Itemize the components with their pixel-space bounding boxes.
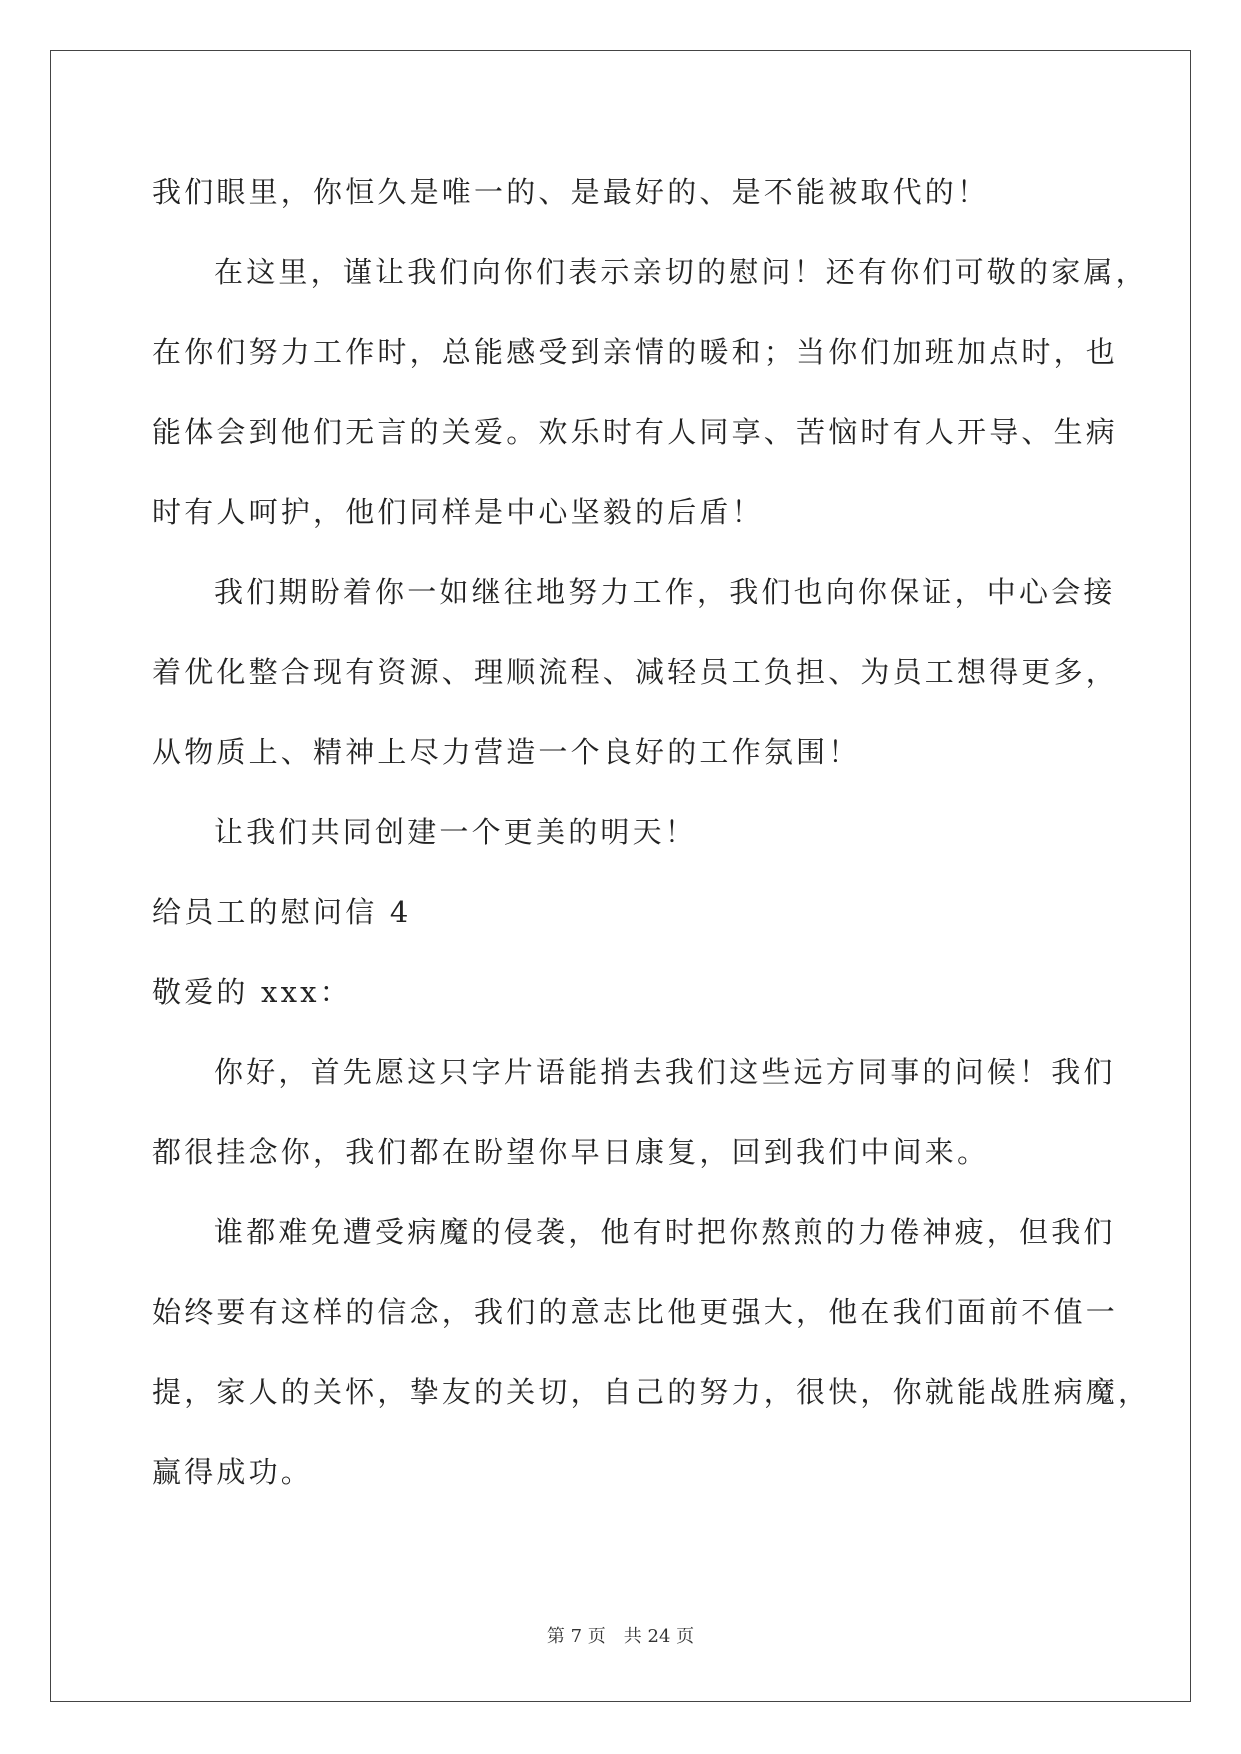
page-number: 第 7 页 [546, 1626, 606, 1647]
text-line: 从物质上、精神上尽力营造一个良好的工作氛围！ [152, 735, 861, 769]
page-footer [0, 1622, 1241, 1648]
text-line: 谁都难免遭受病魔的侵袭，他有时把你熬煎的力倦神疲，但我们 [214, 1215, 1116, 1249]
text-line: 提，家人的关怀，挚友的关切，自己的努力，很快，你就能战胜病魔， [152, 1375, 1151, 1409]
section-heading: 给员工的慰问信 4 [152, 895, 412, 929]
text-line: 赢得成功。 [152, 1455, 314, 1489]
text-line: 你好，首先愿这只字片语能捎去我们这些远方同事的问候！我们 [214, 1055, 1116, 1089]
salutation: 敬爱的 xxx： [152, 975, 352, 1009]
text-line: 着优化整合现有资源、理顺流程、减轻员工负担、为员工想得更多， [152, 655, 1119, 689]
text-line: 我们眼里，你恒久是唯一的、是最好的、是不能被取代的！ [152, 175, 990, 209]
text-line: 在你们努力工作时，总能感受到亲情的暖和；当你们加班加点时，也 [152, 335, 1119, 369]
text-line: 让我们共同创建一个更美的明天！ [214, 815, 698, 849]
page-total: 共 24 页 [623, 1626, 695, 1647]
text-line: 始终要有这样的信念，我们的意志比他更强大，他在我们面前不值一 [152, 1295, 1119, 1329]
text-line: 都很挂念你，我们都在盼望你早日康复，回到我们中间来。 [152, 1135, 990, 1169]
text-line: 在这里，谨让我们向你们表示亲切的慰问！还有你们可敬的家属， [214, 255, 1148, 289]
text-line: 能体会到他们无言的关爱。欢乐时有人同享、苦恼时有人开导、生病 [152, 415, 1119, 449]
text-line: 我们期盼着你一如继往地努力工作，我们也向你保证，中心会接 [214, 575, 1116, 609]
text-line: 时有人呵护，他们同样是中心坚毅的后盾！ [152, 495, 764, 529]
